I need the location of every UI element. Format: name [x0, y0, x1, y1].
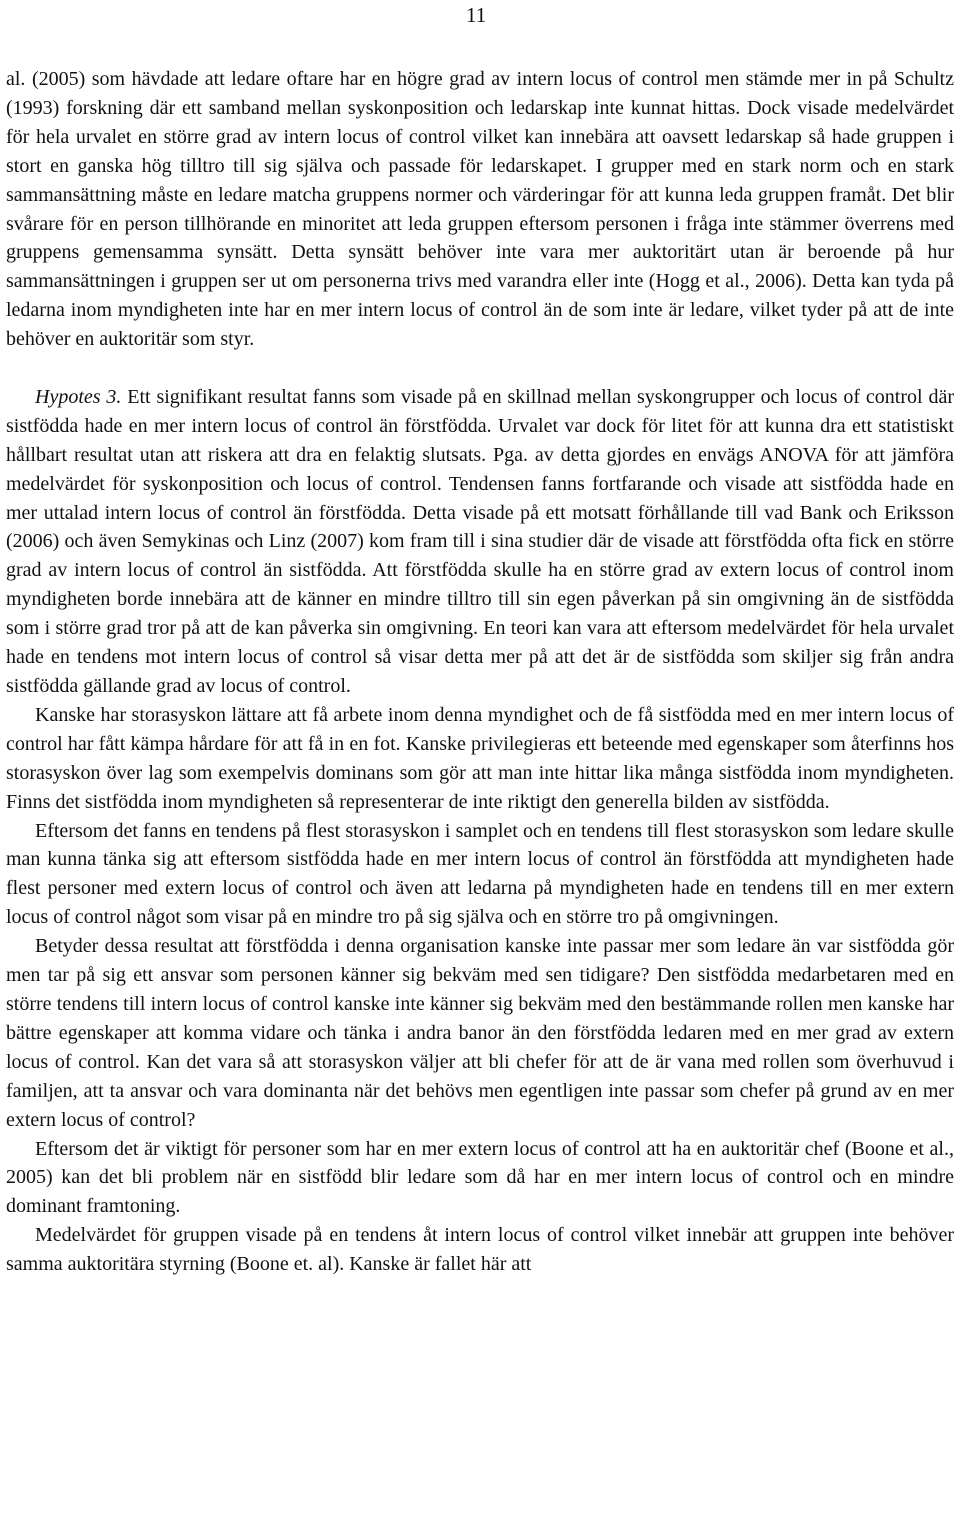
document-body: [6, 65, 954, 1279]
hypothesis-heading: Hypotes 3.: [35, 385, 122, 408]
paragraph-5: Betyder dessa resultat att förstfödda i denna organisation kanske inte passar mer som ledare än var sistfödda gör men tar på sig ett ansvar som personen känner sig bekväm med sen tidigare? Den sistfödda medarbetaren med en större tendens till intern locus of control kanske inte känner sig bekväm med den bestämmande rollen men kanske har bättre egenskaper att komma vidare och tänka i andra banor än den förstfödda ledaren med en mer grad av extern locus of control. Kan det vara så att storasyskon väljer att bli chefer för att de är vana med rollen som överhuvud i familjen, att ta ansvar och vara dominanta när det behövs men egentligen inte passar som chefer på grund av en mer extern locus of control?: [6, 935, 954, 1131]
paragraph-2-text: Ett signifikant resultat fanns som visade på en skillnad mellan syskongrupper och locus of control där sistfödda hade en mer intern locus of control än förstfödda. Urvalet var dock för litet för att kunna dra ett statistiskt hållbart resultat utan att riskera att dra en felaktig slutsats. Pga. av detta gjordes en envägs ANOVA för att jämföra medelvärdet för syskonposition och locus of control. Tendensen fanns fortfarande och visade att sistfödda hade en mer uttalad intern locus of control än förstfödda. Detta visade på ett motsatt förhållande till vad Bank och Eriksson (2006) och även Semykinas och Linz (2007) kom fram till i sina studier där de visade att förstfödda ofta fick en större grad av intern locus of control än sistfödda. Att förstfödda skulle ha en större grad av extern locus of control inom myndigheten borde innebära att de känner en mindre tilltro till sin egen påverkan på sin omgivning än de sistfödda som i större grad tror på att de kan påverka sin omgivning. En teori kan vara att eftersom medelvärdet för hela urvalet hade en tendens mot intern locus of control så visar detta mer på att det är de sistfödda som skiljer sig från andra sistfödda gällande grad av locus of control.: [6, 385, 954, 698]
page-number: 11: [466, 3, 487, 27]
paragraph-3: Kanske har storasyskon lättare att få arbete inom denna myndighet och de få sistfödda med en mer intern locus of control har fått kämpa hårdare för att få in en fot. Kanske privilegieras ett beteende med egenskaper som återfinns hos storasyskon över lag som exempelvis dominans som gör att man inte hittar lika många sistfödda inom myndigheten. Finns det sistfödda inom myndigheten så representerar de inte riktigt den generella bilden av sistfödda.: [6, 703, 954, 813]
paragraph-2: [6, 383, 954, 701]
paragraph-7: Medelvärdet för gruppen visade på en tendens åt intern locus of control vilket innebär att gruppen inte behöver samma auktoritära styrning (Boone et. al). Kanske är fallet här att: [6, 1224, 954, 1276]
paragraph-6: Eftersom det är viktigt för personer som har en mer extern locus of control att ha en auktoritär chef (Boone et al., 2005) kan det bli problem när en sistfödd blir ledare som då har en mer intern locus of control och en mindre dominant framtoning.: [6, 1137, 954, 1218]
paragraph-1: al. (2005) som hävdade att ledare oftare har en högre grad av intern locus of control men stämde mer in på Schultz (1993) forskning där ett samband mellan syskonposition och ledarskap inte kunnat hittas. Dock visade medelvärdet för hela urvalet en större grad av intern locus of control vilket kan innebära att oavsett ledarskap så hade gruppen i stort en ganska hög tilltro till sig själva och passade för ledarskapet. I grupper med en stark norm och en stark sammansättning måste en ledare matcha gruppens normer och värderingar för att kunna leda gruppen framåt. Det blir svårare för en person tillhörande en minoritet att leda gruppen eftersom personen i fråga inte stämmer överrens med gruppens gemensamma synsätt. Detta synsätt behöver inte vara mer auktoritärt utan är beroende på hur sammansättningen i gruppen ser ut om personerna trivs med varandra eller inte (Hogg et al., 2006). Detta kan tyda på ledarna inom myndigheten inte har en mer intern locus of control än de som inte är ledare, vilket tyder på att de inte behöver en auktoritär som styr.: [6, 68, 954, 351]
paragraph-4: Eftersom det fanns en tendens på flest storasyskon i samplet och en tendens till flest storasyskon som ledare skulle man kunna tänka sig att eftersom sistfödda hade en mer intern locus of control än förstfödda att myndigheten hade flest personer med extern locus of control och även att ledarna på myndigheten hade en tendens till en mer extern locus of control något som visar på en mindre tro på sig själva och en större tro på omgivningen.: [6, 819, 954, 929]
